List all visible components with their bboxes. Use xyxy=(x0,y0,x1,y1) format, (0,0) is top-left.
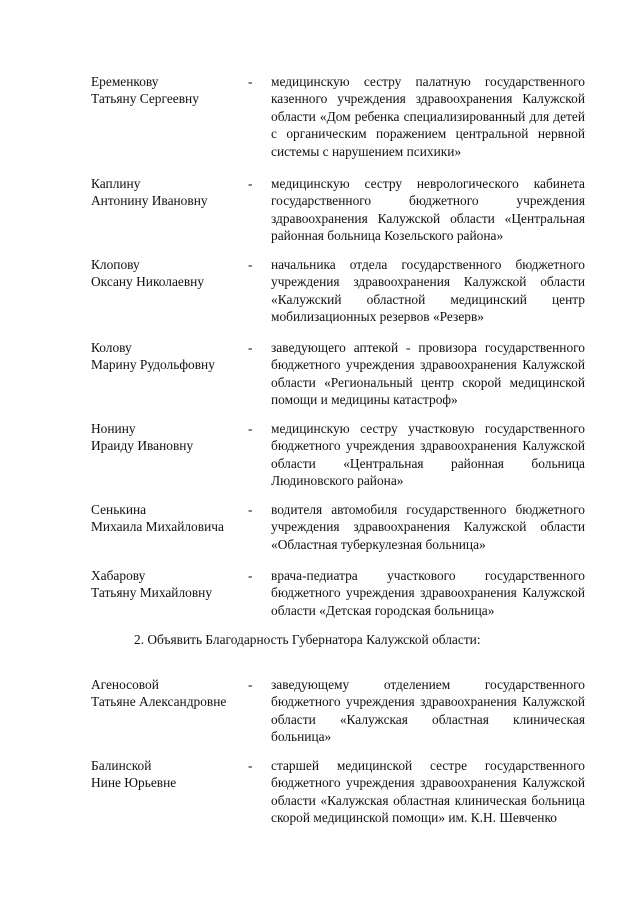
person-given-names: Оксану Николаевну xyxy=(91,274,205,290)
person-given-names: Михаила Михайловича xyxy=(91,519,224,535)
position-description: медицинскую сестру участковую государственного бюджетного учреждения здравоохранения Калужской области «Центральная районная больница Людиновского района» xyxy=(271,421,585,489)
person-surname: Хабарову xyxy=(91,568,146,583)
separator-dash: - xyxy=(248,257,253,272)
position-description: заведующему отделением государственного бюджетного учреждения здравоохранения Калужской области «Калужская областная клиническая больница» xyxy=(271,677,585,745)
person-name xyxy=(91,567,251,602)
separator-dash: - xyxy=(248,568,253,583)
person-name xyxy=(91,501,251,536)
person-surname: Каплину xyxy=(91,176,141,191)
person-surname: Колову xyxy=(91,340,132,355)
person-name xyxy=(91,420,251,455)
position-description: водителя автомобиля государственного бюджетного учреждения здравоохранения Калужской области «Областная туберкулезная больница» xyxy=(271,502,585,552)
person-name xyxy=(91,339,251,374)
section-heading: 2. Объявить Благодарность Губернатора Калужской области: xyxy=(134,632,481,647)
separator-dash: - xyxy=(248,502,253,517)
person-surname: Агеносовой xyxy=(91,677,159,692)
person-given-names: Антонину Ивановну xyxy=(91,193,208,209)
person-surname: Нонину xyxy=(91,421,136,436)
separator-dash: - xyxy=(248,340,253,355)
person-surname: Балинской xyxy=(91,758,152,773)
person-surname: Еременкову xyxy=(91,74,159,89)
person-given-names: Татьяне Александровне xyxy=(91,694,227,710)
person-name xyxy=(91,73,251,108)
person-surname: Сенькина xyxy=(91,502,147,517)
separator-dash: - xyxy=(248,677,253,692)
position-description: медицинскую сестру палатную государственного казенного учреждения здравоохранения Калужской области «Дом ребенка специализированный для детей с органическим поражением центральной нервной системы с нарушением психики» xyxy=(271,74,585,159)
position-description: старшей медицинской сестре государственного бюджетного учреждения здравоохранения Калужской области «Калужская областная клиническая больница скорой медицинской помощи» им. К.Н. Шевченко xyxy=(271,758,585,826)
person-name xyxy=(91,676,251,711)
separator-dash: - xyxy=(248,176,253,191)
separator-dash: - xyxy=(248,421,253,436)
person-given-names: Нине Юрьевне xyxy=(91,775,177,791)
position-description: заведующего аптекой - провизора государственного бюджетного учреждения здравоохранения Калужской области «Региональный центр скорой медицинской помощи и медицины катастроф» xyxy=(271,340,585,408)
separator-dash: - xyxy=(248,74,253,89)
person-name xyxy=(91,256,251,291)
person-name xyxy=(91,175,251,210)
person-given-names: Марину Рудольфовну xyxy=(91,357,215,373)
person-given-names: Татьяну Михайловну xyxy=(91,585,213,601)
person-given-names: Ираиду Ивановну xyxy=(91,438,194,454)
person-given-names: Татьяну Сергеевну xyxy=(91,91,199,107)
position-description: врача-педиатра участкового государственного бюджетного учреждения здравоохранения Калужской области «Детская городская больница» xyxy=(271,568,585,618)
person-surname: Клопову xyxy=(91,257,140,272)
person-name xyxy=(91,757,251,792)
separator-dash: - xyxy=(248,758,253,773)
position-description: начальника отдела государственного бюджетного учреждения здравоохранения Калужской области «Калужский областной медицинский центр мобилизационных резервов «Резерв» xyxy=(271,257,585,325)
position-description: медицинскую сестру неврологического кабинета государственного бюджетного учреждения здравоохранения Калужской области «Центральная районная больница Козельского района» xyxy=(271,176,585,244)
